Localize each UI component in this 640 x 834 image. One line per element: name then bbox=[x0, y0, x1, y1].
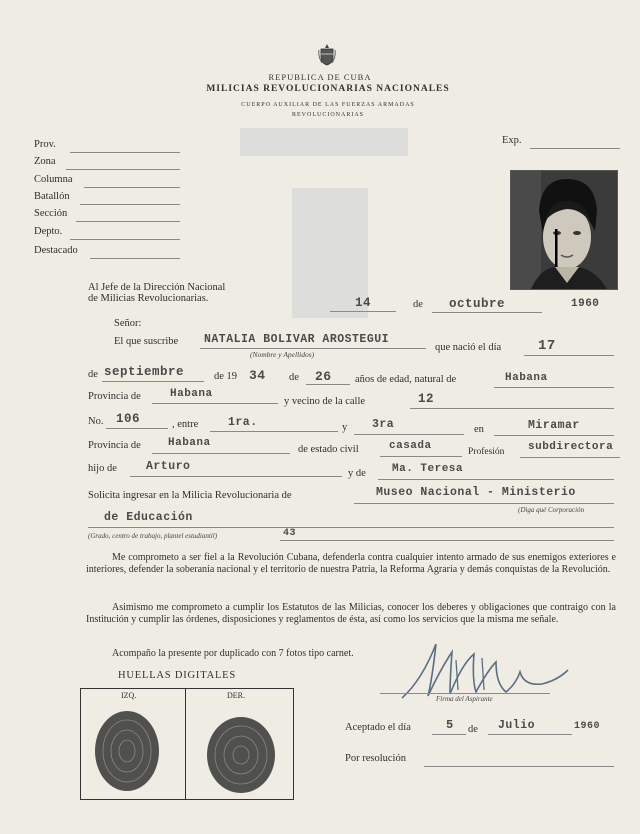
padre: Arturo bbox=[146, 460, 191, 473]
escolaridad-mark: 43 bbox=[283, 528, 297, 539]
unidad1: Museo Nacional - Ministerio bbox=[376, 486, 576, 499]
calle: 12 bbox=[418, 392, 435, 406]
padre-line[interactable] bbox=[130, 476, 342, 477]
accepted-day: 5 bbox=[446, 718, 454, 732]
provincia2-label: Provincia de bbox=[88, 440, 141, 451]
birth-month-line[interactable] bbox=[102, 381, 204, 382]
madre: Ma. Teresa bbox=[392, 463, 464, 475]
y-label: y bbox=[342, 422, 348, 433]
numero-line[interactable] bbox=[106, 428, 168, 429]
resolucion-label: Por resolución bbox=[345, 753, 406, 764]
applicant-name: NATALIA BOLIVAR AROSTEGUI bbox=[204, 333, 390, 346]
no-label: No. bbox=[88, 416, 104, 427]
suscribe-label: El que suscribe bbox=[114, 336, 179, 347]
fingerprint-left-icon bbox=[87, 703, 161, 800]
en-label: en bbox=[474, 424, 484, 435]
natural: Habana bbox=[505, 372, 548, 384]
header-sub1: CUERPO AUXILIAR DE LAS FUERZAS ARMADAS bbox=[241, 102, 415, 108]
date-year: 1960 bbox=[571, 298, 600, 310]
header-republic: REPUBLICA DE CUBA bbox=[268, 72, 372, 82]
date-month-line[interactable] bbox=[432, 312, 542, 313]
salutation: Señor: bbox=[114, 318, 142, 329]
birth-month: septiembre bbox=[104, 365, 185, 379]
date-month: octubre bbox=[449, 297, 506, 311]
resolucion-line[interactable] bbox=[424, 766, 614, 767]
barrio: Miramar bbox=[528, 419, 580, 432]
accepted-month: Julio bbox=[498, 719, 536, 732]
name-caption: (Nombre y Apellidos) bbox=[250, 350, 315, 359]
profesion-label: Profesión bbox=[468, 447, 505, 457]
fingerprint-right-icon bbox=[199, 707, 279, 802]
exp-label: Exp. bbox=[502, 135, 522, 146]
provincia-label: Provincia de bbox=[88, 391, 141, 402]
coat-of-arms-icon bbox=[318, 44, 336, 71]
field-zona-label: Zona bbox=[34, 156, 56, 167]
entre1: 1ra. bbox=[228, 416, 258, 429]
fingerprint-right-label: DER. bbox=[227, 691, 245, 700]
provincia-line[interactable] bbox=[152, 403, 278, 404]
profesion: subdirectora bbox=[528, 441, 614, 453]
fingerprint-left-label: IZQ. bbox=[121, 691, 137, 700]
entre-label: , entre bbox=[172, 419, 199, 430]
civil-label: de estado civil bbox=[298, 444, 359, 455]
addressee-line1: Al Jefe de la Dirección Nacional bbox=[88, 282, 226, 293]
provincia2: Habana bbox=[168, 437, 211, 449]
exp-line[interactable] bbox=[530, 148, 620, 149]
field-zona-line[interactable] bbox=[66, 169, 180, 170]
accepted-day-line[interactable] bbox=[432, 734, 466, 735]
field-destacado-line[interactable] bbox=[90, 258, 180, 259]
unidad2-line[interactable] bbox=[88, 527, 614, 528]
accepted-de-label: de bbox=[468, 724, 478, 735]
solicita-label: Solicita ingresar en la Milicia Revolucionaria de bbox=[88, 490, 292, 501]
madre-line[interactable] bbox=[378, 479, 614, 480]
barrio-line[interactable] bbox=[494, 435, 614, 436]
field-prov-line[interactable] bbox=[70, 152, 180, 153]
estado-civil: casada bbox=[389, 440, 432, 452]
estado-civil-line[interactable] bbox=[380, 456, 462, 457]
escolaridad-line[interactable] bbox=[280, 540, 614, 541]
signature-line[interactable] bbox=[380, 693, 550, 694]
fingerprints-title: HUELLAS DIGITALES bbox=[118, 670, 237, 681]
corporacion-caption: (Diga qué Corporación bbox=[518, 506, 585, 514]
nacio-label: que nació el día bbox=[435, 342, 502, 353]
accepted-month-line[interactable] bbox=[488, 734, 572, 735]
escolaridad-caption: (Grado, centro de trabajo, plantel estudiantil) bbox=[88, 532, 218, 540]
field-seccion-line[interactable] bbox=[76, 221, 180, 222]
photos-paragraph: Acompaño la presente por duplicado con 7 fotos tipo carnet. bbox=[112, 648, 354, 659]
entre2-line[interactable] bbox=[354, 434, 464, 435]
header-sub2: REVOLUCIONARIAS bbox=[292, 112, 364, 118]
accepted-label: Aceptado el día bbox=[345, 722, 411, 733]
field-batallon-line[interactable] bbox=[80, 204, 180, 205]
entre1-line[interactable] bbox=[210, 431, 338, 432]
field-columna-label: Columna bbox=[34, 174, 73, 185]
unidad2: de Educación bbox=[104, 511, 193, 524]
field-depto-label: Depto. bbox=[34, 226, 63, 237]
accepted-year: 1960 bbox=[574, 721, 601, 732]
profesion-line[interactable] bbox=[520, 457, 620, 458]
entre2: 3ra bbox=[372, 418, 395, 431]
de-label: de bbox=[88, 369, 98, 380]
provincia2-line[interactable] bbox=[152, 453, 290, 454]
hijo-label: hijo de bbox=[88, 463, 117, 474]
birth-day: 17 bbox=[538, 338, 556, 354]
age-de-label: de bbox=[289, 372, 299, 383]
provincia: Habana bbox=[170, 388, 213, 400]
field-depto-line[interactable] bbox=[70, 239, 180, 240]
field-columna-line[interactable] bbox=[84, 187, 180, 188]
numero: 106 bbox=[116, 412, 141, 426]
paper-stain bbox=[240, 128, 408, 156]
addressee-line2: de Milicias Revolucionarias. bbox=[88, 293, 209, 304]
yde-label: y de bbox=[348, 468, 366, 479]
signature-caption: Firma del Aspirante bbox=[436, 695, 493, 703]
fingerprints-box bbox=[80, 688, 294, 800]
field-prov-label: Prov. bbox=[34, 139, 56, 150]
date-de-label: de bbox=[413, 299, 423, 310]
birth-year: 34 bbox=[249, 368, 266, 383]
field-seccion-label: Sección bbox=[34, 208, 68, 219]
pledge-paragraph-2: Asimismo me comprometo a cumplir los Estatutos de las Milicias, conocer los deberes y obligaciones que contraigo con la Institución y cumplir las órdenes, disposiciones y reglamentos de ésta, así como los servicios que la misma me señale. bbox=[86, 602, 616, 625]
unidad1-line[interactable] bbox=[354, 503, 614, 504]
field-batallon-label: Batallón bbox=[34, 191, 70, 202]
name-line[interactable] bbox=[200, 348, 426, 349]
de19-label: de 19 bbox=[214, 371, 238, 382]
age-line[interactable] bbox=[306, 384, 350, 385]
pledge-paragraph-1: Me comprometo a ser fiel a la Revolución Cubana, defenderla contra cualquier intento armado de sus enemigos exteriores e interiores, defender la soberanía nacional y el territorio de nuestra Patria, la Reforma Agraria y demás conquistas de la Revolución. bbox=[86, 552, 616, 575]
fingerprints-divider bbox=[185, 689, 186, 799]
field-destacado-label: Destacado bbox=[34, 245, 78, 256]
age-suffix: años de edad, natural de bbox=[355, 374, 457, 385]
header-org: MILICIAS REVOLUCIONARIAS NACIONALES bbox=[206, 84, 450, 94]
vecino-label: y vecino de la calle bbox=[284, 396, 366, 407]
natural-line[interactable] bbox=[494, 387, 614, 388]
calle-line[interactable] bbox=[410, 408, 614, 409]
age: 26 bbox=[315, 369, 332, 384]
applicant-photo bbox=[510, 170, 618, 290]
date-day: 14 bbox=[355, 296, 372, 310]
birth-day-line[interactable] bbox=[524, 355, 614, 356]
date-day-line[interactable] bbox=[330, 311, 396, 312]
